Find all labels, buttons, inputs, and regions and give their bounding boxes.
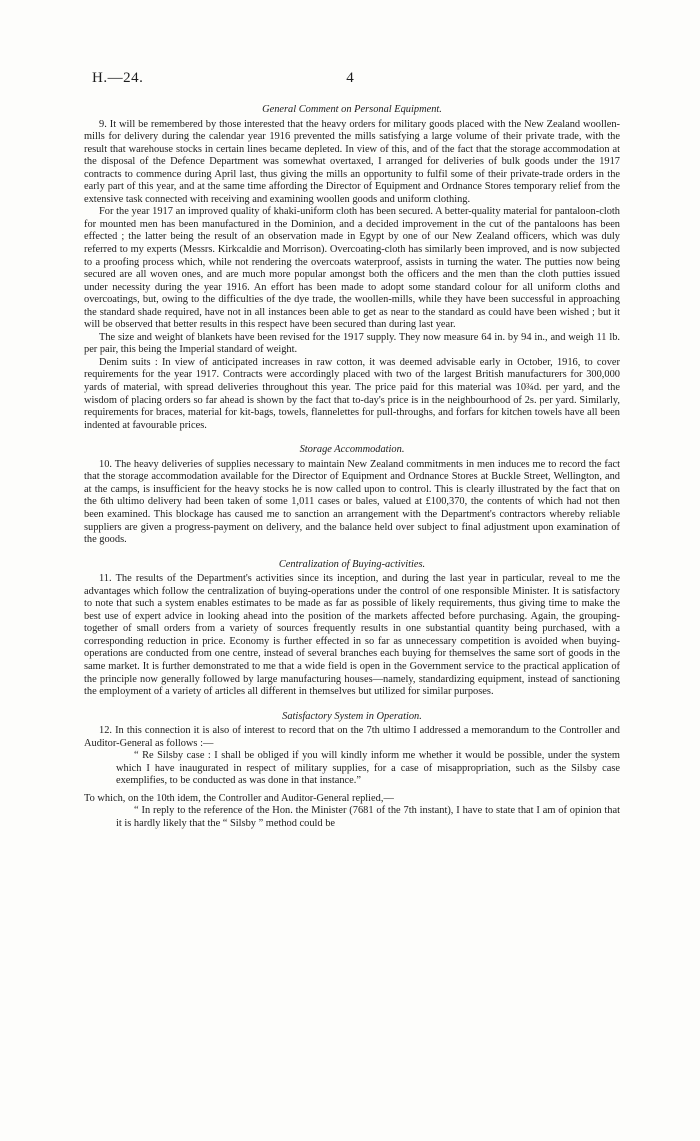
section-heading-centralization: Centralization of Buying-activities. — [278, 558, 426, 570]
document-body — [84, 104, 620, 831]
page-number: 4 — [346, 70, 354, 86]
section-heading-system: Satisfactory System in Operation. — [282, 710, 422, 722]
paragraph-blankets: The size and weight of blankets have been revised for the 1917 supply. They now measure 64 in. by 94 in., and weigh 11 lb. per pair, this being the Imperial standard of weight. — [84, 331, 620, 356]
paragraph-10: 10. The heavy deliveries of supplies necessary to maintain New Zealand commitments in men induces me to record the fact that the storage accommodation available for the Director of Equipment and Ordnance Stores at Buckle Street, Wellington, and at the camps, is insufficient for the heavy stocks he is now called upon to control. This is clearly illustrated by the fact that on the 6th ultimo delivery had been taken of some 1,011 cases or bales, valued at £100,370, the contents of which had not then been examined. This blockage has caused me to sanction an arrangement with the Department's contractors whereby reliable suppliers are given a progress-payment on delivery, and the balance held over subject to final adjustment upon examination of the goods. — [84, 458, 620, 546]
paragraph-12: 12. In this connection it is also of interest to record that on the 7th ultimo I addressed a memorandum to the Controller and Auditor-General as follows :— — [84, 725, 620, 749]
paragraph-11: 11. The results of the Department's activities since its inception, and during the last year in particular, reveal to me the advantages which follow the centralization of buying-operations under the control of one responsible Minister. It is satisfactory to note that such a system enables estimates to be made as far as possible of likely requirements, thus giving time to make the best use of expert advice in looking ahead into the position of the markets affected before purchasing. Again, the grouping-together of small orders from a variety of sources frequently results in one substantial quantity being purchased, with a corresponding reduction in price. Economy is further effected in so far as unnecessary competition is avoided when buying-operations are conducted from one centre, instead of several branches each buying for themselves the same sort of goods in the same market. It is further demonstrated to me that a wide field is open in the Government service to the practical application of the principle now generally followed by large manufacturing houses—namely, standardizing equipment, instead of sanctioning the employment of a variety of articles all different in themselves but utilized for similar purposes. — [84, 573, 620, 698]
section-heading-equipment: General Comment on Personal Equipment. — [262, 104, 442, 115]
document-id: H.—24. — [92, 70, 144, 86]
quotation-controller-reply: “ In reply to the reference of the Hon. the Minister (7681 of the 7th instant), I have to state that I am of opinion that it is hardly likely that the “ Silsby ” method could be — [116, 805, 620, 829]
paragraph-khaki-cloth: For the year 1917 an improved quality of khaki-uniform cloth has been secured. A better-quality material for pantaloon-cloth for mounted men has been manufactured in the Dominion, and a decided improvement in the cut of the pantaloons has been effected ; the latter being the result of an observation made in Egypt by one of our New Zealand officers, which was duly referred to my experts (Messrs. Kirkcaldie and Morrison). Overcoating-cloth has similarly been improved, and is now subjected to a proofing process which, while not rendering the overcoats waterproof, assists in turning the water. The putties now being secured are all woven ones, and are much more popular amongst both the officers and the men than the cloth putties issued under necessity during the year 1916. An effort has been made to adopt some standard colour for all uniform cloths and overcoatings, but, owing to the difficulties of the dye trade, the woollen-mills, while they have been successful in approaching the standard shade required, have not in all instances been able to get as near to the standard as could have been wished ; but it will be observed that better results in this respect have been secured than during last year. — [84, 206, 620, 331]
paragraph-9: 9. It will be remembered by those interested that the heavy orders for military goods placed with the New Zealand woollen-mills for delivery during the calendar year 1916 prevented the mills satisfying a large volume of their private trade, with the result that warehouse stocks in certain lines became depleted. In view of this, and of the fact that the storage accommodation at the disposal of the Defence Department was somewhat overtaxed, I arranged for deliveries of bulk goods under the 1917 contracts to commence during April last, thus giving the mills an opportunity to fulfil some of their private-trade orders in the early part of this year, and at the same time affording the Director of Equipment and Ordnance Stores temporary relief from the extensive task connected with receiving and examining woollen goods and uniform clothing. — [84, 118, 620, 205]
page-header — [92, 70, 608, 92]
paragraph-denim-suits: Denim suits : In view of anticipated increases in raw cotton, it was deemed advisable early in October, 1916, to cover requirements for the year 1917. Contracts were accordingly placed with two of the largest British manufacturers for 300,000 yards of material, with spread deliveries throughout this year. The price paid for this material was 10¾d. per yard, and the wisdom of placing orders so far ahead is shown by the fact that to-day's price is in the neighbourhood of 2s. per yard. Similarly, requirements for braces, material for kit-bags, towels, flannelettes for pull-throughs, and forfars for kitchen towels have all been indented at favourable prices. — [84, 356, 620, 431]
section-heading-storage: Storage Accommodation. — [299, 444, 405, 456]
quotation-minister-memo: “ Re Silsby case : I shall be obliged if you will kindly inform me whether it would be possible, under the system which I have inaugurated in respect of military supplies, for a case of misappropriation, such as the Silsby case exemplifies, to be conducted as was done in that instance.” — [116, 750, 620, 787]
paragraph-controller-reply: To which, on the 10th idem, the Controller and Auditor-General replied,— — [84, 792, 394, 804]
